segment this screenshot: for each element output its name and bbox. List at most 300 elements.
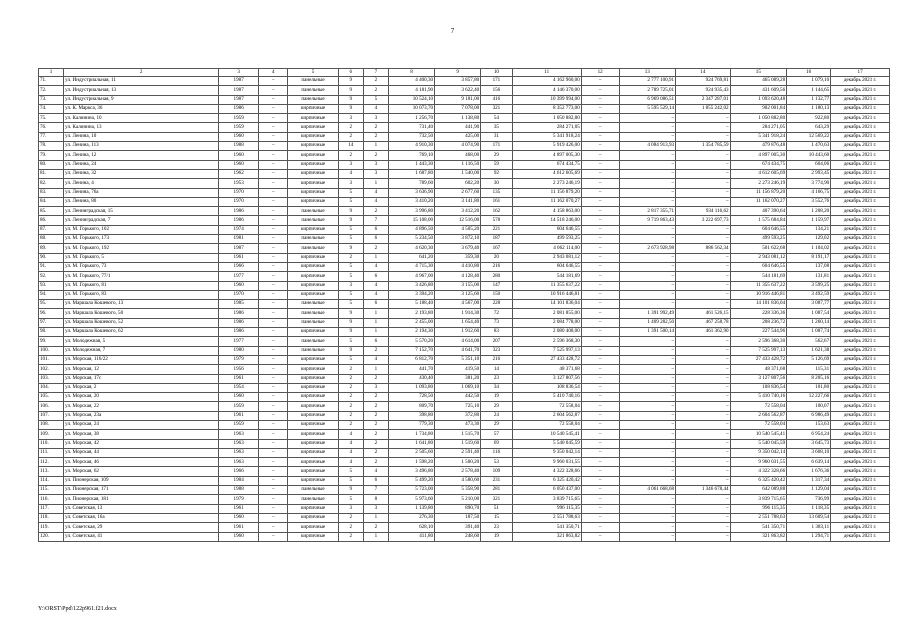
table-row (39, 114, 890, 123)
table-cell: – (676, 448, 730, 457)
table-cell: 1961 (219, 504, 259, 513)
table-cell: 1961 (219, 411, 259, 420)
table-cell: 1959 (219, 402, 259, 411)
table-cell: декабрь 2021 г. (831, 318, 890, 327)
table-cell: – (581, 114, 619, 123)
table-cell: 1 069,10 (435, 383, 481, 392)
table-cell: декабрь 2021 г. (831, 504, 890, 513)
table-cell: 2 084 778,00 (512, 318, 581, 327)
table-cell: 2 (363, 523, 388, 532)
table-cell: – (676, 300, 730, 309)
table-cell: ул. М. Горького, 77/1 (64, 272, 219, 281)
table-cell: 4 967,00 (388, 272, 434, 281)
table-cell: 4 (338, 458, 363, 467)
table-cell: 117. (39, 504, 64, 513)
table-row (39, 328, 890, 337)
table-cell: – (676, 420, 730, 429)
table-cell: 321 (481, 104, 512, 113)
table-cell: панельные (288, 244, 338, 253)
table-cell: 1988 (219, 486, 259, 495)
table-row (39, 309, 890, 318)
table-cell: 3 394,20 (388, 290, 434, 299)
table-cell: 3 (363, 114, 388, 123)
table-cell: 779,30 (388, 420, 434, 429)
table-cell: 109 (481, 467, 512, 476)
table-cell: 642 089,88 (730, 486, 787, 495)
table-cell: кирпичные (288, 160, 338, 169)
table-cell: 3 (338, 160, 363, 169)
table-cell: 1 676,36 (787, 467, 831, 476)
table-cell: ул. Морская, 46 (64, 458, 219, 467)
table-cell: – (619, 393, 676, 402)
table-cell: 2 (363, 86, 388, 95)
table-cell: кирпичные (288, 355, 338, 364)
table-cell: 11 156 879,20 (512, 188, 581, 197)
table-cell: 2 (338, 132, 363, 141)
table-cell: 6 812,70 (388, 355, 434, 364)
table-cell: – (619, 253, 676, 262)
table-cell: кирпичные (288, 114, 338, 123)
table-cell: 1984 (219, 476, 259, 485)
table-cell: – (581, 513, 619, 522)
table-cell: 4 410,80 (435, 262, 481, 271)
table-cell: 789,60 (388, 179, 434, 188)
table-cell: – (619, 151, 676, 160)
table-cell: 674 434,75 (730, 160, 787, 169)
table-cell: декабрь 2021 г. (831, 86, 890, 95)
table-cell: 4 (338, 169, 363, 178)
table-cell: 9 350 042,14 (512, 448, 581, 457)
table-cell: 5 (338, 337, 363, 346)
table-cell: – (581, 262, 619, 271)
table-cell: 1 354 785,59 (676, 142, 730, 151)
table-cell: 321 (481, 495, 512, 504)
table-cell: 3 222 697,73 (676, 216, 730, 225)
table-cell: 1 129,04 (787, 486, 831, 495)
table-cell: – (676, 467, 730, 476)
table-cell: декабрь 2021 г. (831, 476, 890, 485)
table-cell: 99. (39, 337, 64, 346)
table-cell: ул. Ленина, 12 (64, 151, 219, 160)
table-cell: 216 (481, 355, 512, 364)
table-cell: 6 (363, 272, 388, 281)
table-cell: 96. (39, 309, 64, 318)
table-cell: 4 181,90 (388, 86, 434, 95)
table-cell: – (676, 197, 730, 206)
table-cell: 3 (338, 281, 363, 290)
table-cell: 1959 (219, 114, 259, 123)
table-cell: 129,02 (787, 235, 831, 244)
table-cell: 3 426,80 (388, 281, 434, 290)
table-cell: – (581, 77, 619, 86)
table-cell: 1961 (219, 253, 259, 262)
table-cell: 108. (39, 420, 64, 429)
column-header: 9 (435, 69, 481, 77)
table-cell: – (581, 95, 619, 104)
table-cell: 9 181,00 (435, 95, 481, 104)
table-cell: ул. Пионерская, 109 (64, 476, 219, 485)
table-cell: 3 774,90 (787, 179, 831, 188)
table-cell: декабрь 2021 г. (831, 355, 890, 364)
table-cell: 30 (481, 179, 512, 188)
table-cell: 562,67 (787, 337, 831, 346)
table-cell: 1 256,70 (388, 114, 434, 123)
table-cell: 14 518 246,00 (512, 216, 581, 225)
table-cell: 27 433 428,72 (512, 355, 581, 364)
table-cell: 3 679,40 (435, 244, 481, 253)
table-cell: ул. Морская, 38 (64, 430, 219, 439)
table-cell: 4 (338, 430, 363, 439)
table-cell: 3 125,60 (435, 290, 481, 299)
table-cell: декабрь 2021 г. (831, 383, 890, 392)
table-cell: 1985 (219, 300, 259, 309)
table-cell: 1988 (219, 142, 259, 151)
table-cell: 1 132,77 (787, 95, 831, 104)
table-cell: – (676, 383, 730, 392)
table-cell: – (581, 523, 619, 532)
table-cell: 544 181,69 (730, 272, 787, 281)
table-cell: 4 322 328,66 (512, 467, 581, 476)
table-cell: 604 646,55 (512, 225, 581, 234)
table-cell: 101,80 (787, 383, 831, 392)
table-cell: 3 (338, 179, 363, 188)
table-cell: – (619, 476, 676, 485)
table-cell: 77. (39, 132, 64, 141)
table-cell: кирпичные (288, 467, 338, 476)
table-row (39, 486, 890, 495)
table-cell: 2 (338, 123, 363, 132)
table-cell: 6 986,49 (787, 411, 831, 420)
table-cell: 2 (363, 374, 388, 383)
table-cell: 1987 (219, 77, 259, 86)
table-cell: 431 609,56 (730, 86, 787, 95)
table-cell: 29 (481, 402, 512, 411)
table-cell: – (581, 244, 619, 253)
table-cell: 10 916 446,81 (730, 290, 787, 299)
table-cell: 4 (363, 290, 388, 299)
table-cell: 1960 (219, 281, 259, 290)
table-cell: 643,29 (787, 123, 831, 132)
table-cell: кирпичные (288, 188, 338, 197)
table-cell: ул. Ленина, 76а (64, 188, 219, 197)
table-cell: 2 673 928,98 (619, 244, 676, 253)
table-cell: – (676, 402, 730, 411)
table-cell: 2 080 408,00 (512, 328, 581, 337)
table-cell: декабрь 2021 г. (831, 104, 890, 113)
table-cell: – (259, 281, 288, 290)
table-cell: – (581, 86, 619, 95)
table-cell: – (676, 132, 730, 141)
table-cell: декабрь 2021 г. (831, 216, 890, 225)
table-cell: 4 (363, 467, 388, 476)
table-cell: кирпичные (288, 365, 338, 374)
table-cell: 1986 (219, 104, 259, 113)
table-row (39, 402, 890, 411)
table-cell: – (259, 523, 288, 532)
table-cell: – (259, 132, 288, 141)
table-cell: – (676, 169, 730, 178)
table-cell: 72. (39, 86, 64, 95)
table-cell: 6 639,14 (787, 458, 831, 467)
table-cell: кирпичные (288, 374, 338, 383)
table-cell: – (619, 513, 676, 522)
table-cell: 9 (338, 77, 363, 86)
table-row (39, 467, 890, 476)
table-row (39, 216, 890, 225)
table-cell: – (619, 467, 676, 476)
table-cell: – (676, 346, 730, 355)
table-cell: 10 540 545,41 (512, 430, 581, 439)
table-cell: 4 061 668,68 (619, 486, 676, 495)
table-cell: 2 604 562,87 (730, 411, 787, 420)
table-cell: – (259, 504, 288, 513)
table-cell: 2 943 081,12 (730, 253, 787, 262)
table-cell: 2 347 287,01 (676, 95, 730, 104)
table-cell: декабрь 2021 г. (831, 281, 890, 290)
table-cell: 1 912,60 (435, 328, 481, 337)
table-cell: 88. (39, 235, 64, 244)
table-cell: 578 (481, 216, 512, 225)
table-row (39, 151, 890, 160)
table-cell: – (676, 374, 730, 383)
table-cell: 54 (481, 114, 512, 123)
table-cell: – (259, 513, 288, 522)
table-cell: 1960 (219, 532, 259, 541)
table-cell: 2 (338, 532, 363, 541)
table-cell: 2 (363, 402, 388, 411)
table-cell: панельные (288, 77, 338, 86)
table-cell: кирпичные (288, 523, 338, 532)
table-cell: 419,50 (435, 365, 481, 374)
table-cell: 1 (363, 253, 388, 262)
table-cell: ул. М. Горького, 81 (64, 281, 219, 290)
table-cell: 11 355 637,22 (512, 281, 581, 290)
table-cell: 1 409 282,50 (619, 318, 676, 327)
table-cell: 5 358,90 (435, 486, 481, 495)
table-row (39, 272, 890, 281)
table-cell: 1979 (219, 495, 259, 504)
table-cell: 6 (363, 300, 388, 309)
table-cell: 2 (338, 420, 363, 429)
column-header: 11 (512, 69, 581, 77)
table-cell: ул. Советская, 13 (64, 504, 219, 513)
table-cell: 5 (338, 467, 363, 476)
table-cell: – (259, 532, 288, 541)
table-cell: 4 158 863,00 (512, 207, 581, 216)
table-cell: – (581, 272, 619, 281)
table-cell: 2 (363, 439, 388, 448)
table-cell: 115. (39, 486, 64, 495)
table-cell: 4 084 913,93 (619, 142, 676, 151)
table-cell: 3 857,80 (435, 77, 481, 86)
table-cell: 5 723,00 (388, 486, 434, 495)
table-cell: 2 817 355,71 (619, 207, 676, 216)
table-row (39, 532, 890, 541)
table-row (39, 337, 890, 346)
table-cell: 1 260,14 (787, 318, 831, 327)
table-cell: – (619, 411, 676, 420)
table-cell: 7 525 997,13 (512, 346, 581, 355)
table-cell: 2 455,00 (388, 318, 434, 327)
table-cell: – (259, 272, 288, 281)
table-cell: 2 578,40 (435, 467, 481, 476)
table-cell: 1 346 678,44 (676, 486, 730, 495)
table-row (39, 374, 890, 383)
table-cell: ул. М. Горького, 192 (64, 244, 219, 253)
table-cell: 5 499,20 (388, 476, 434, 485)
table-cell: 3 839 715,65 (512, 495, 581, 504)
table-cell: кирпичные (288, 290, 338, 299)
table-cell: – (581, 402, 619, 411)
table-cell: 1961 (219, 374, 259, 383)
table-cell: 9 960 031,55 (512, 458, 581, 467)
table-cell: 221 (481, 225, 512, 234)
table-row (39, 104, 890, 113)
table-cell: – (619, 188, 676, 197)
table-cell: 1 734,80 (388, 430, 434, 439)
table-cell: 2 273 246,19 (730, 179, 787, 188)
table-cell: 1963 (219, 439, 259, 448)
table-cell: 731,40 (388, 123, 434, 132)
table-cell: декабрь 2021 г. (831, 393, 890, 402)
table-cell: – (259, 420, 288, 429)
table-cell: декабрь 2021 г. (831, 225, 890, 234)
table-cell: ул. К. Маркса, 36 (64, 104, 219, 113)
table-cell: 4 (338, 448, 363, 457)
table-cell: 48 371,68 (730, 365, 787, 374)
table-row (39, 253, 890, 262)
table-cell: ул. Советская, 16а (64, 513, 219, 522)
table-cell: 1 116,50 (435, 160, 481, 169)
table-cell: – (581, 504, 619, 513)
table-row (39, 411, 890, 420)
table-cell: 1 575 684,84 (730, 216, 787, 225)
table-cell: 5 (338, 225, 363, 234)
table-cell: 3 127 807,56 (730, 374, 787, 383)
table-cell: 1 (363, 328, 388, 337)
table-cell: – (676, 114, 730, 123)
table-cell: 187,50 (435, 513, 481, 522)
table-cell: 1 443,30 (388, 160, 434, 169)
table-cell: 1 118,35 (787, 504, 831, 513)
table-cell: 1981 (219, 235, 259, 244)
table-cell: – (676, 123, 730, 132)
table-cell: 4 400,30 (388, 77, 434, 86)
table-cell: кирпичные (288, 151, 338, 160)
column-header: 3 (219, 69, 259, 77)
table-cell: 7 (363, 216, 388, 225)
table-cell: 29 (481, 151, 512, 160)
table-cell: 8 352 773,00 (512, 104, 581, 113)
table-cell: панельные (288, 486, 338, 495)
table-cell: 2 677,60 (435, 188, 481, 197)
table-cell: 5 126,69 (787, 355, 831, 364)
table-cell: декабрь 2021 г. (831, 374, 890, 383)
table-cell: 71. (39, 77, 64, 86)
table-cell: 1980 (219, 346, 259, 355)
table-cell: ул. Пионерская, 181 (64, 495, 219, 504)
table-cell: 10 916 446,81 (512, 290, 581, 299)
table-cell: – (581, 188, 619, 197)
column-header: 16 (787, 69, 831, 77)
table-cell: 1977 (219, 337, 259, 346)
table-cell: – (259, 188, 288, 197)
table-cell: 6 325 420,42 (730, 476, 787, 485)
table-cell: 541 350,71 (730, 523, 787, 532)
table-cell: ул. Ленина, 32 (64, 169, 219, 178)
table-cell: 19 (481, 532, 512, 541)
table-cell: 53 (481, 458, 512, 467)
table-cell: 6 954,24 (787, 430, 831, 439)
table-cell: декабрь 2021 г. (831, 262, 890, 271)
table-cell: 113. (39, 467, 64, 476)
table-cell: – (619, 300, 676, 309)
column-header: 5 (288, 69, 338, 77)
table-cell: – (676, 495, 730, 504)
table-cell: 3 496,80 (388, 467, 434, 476)
table-cell: 1 138,80 (435, 114, 481, 123)
table-cell: 1 (363, 532, 388, 541)
table-row (39, 430, 890, 439)
table-cell: декабрь 2021 г. (831, 458, 890, 467)
table-cell: ул. Морская, 20 (64, 393, 219, 402)
table-row (39, 365, 890, 374)
table-cell: – (259, 77, 288, 86)
table-cell: – (676, 476, 730, 485)
table-cell: 4 567,00 (435, 300, 481, 309)
table-cell: 5 341 918,24 (730, 132, 787, 141)
table-cell: 468,00 (435, 151, 481, 160)
table-cell: 1 (363, 513, 388, 522)
table-cell: 24 (481, 411, 512, 420)
table-cell: 628,10 (388, 523, 434, 532)
table-cell: – (259, 160, 288, 169)
table-cell: – (676, 151, 730, 160)
table-cell: – (259, 495, 288, 504)
table-cell: 79. (39, 151, 64, 160)
table-cell: ул. Ленинградская, 15 (64, 207, 219, 216)
table-cell: декабрь 2021 г. (831, 439, 890, 448)
table-cell: 5 (338, 300, 363, 309)
table-cell: 248,60 (435, 532, 481, 541)
table-cell: 2 193,80 (388, 309, 434, 318)
table-cell: 3 872,10 (435, 235, 481, 244)
table-cell: – (259, 151, 288, 160)
table-cell: декабрь 2021 г. (831, 290, 890, 299)
table-cell: – (619, 281, 676, 290)
table-cell: 19 (481, 393, 512, 402)
table-cell: 3 412,20 (435, 207, 481, 216)
table-cell: 3 636,90 (388, 188, 434, 197)
table-cell: 137,08 (787, 262, 831, 271)
table-cell: 207 (481, 337, 512, 346)
column-header: 17 (831, 69, 890, 77)
housing-table (38, 68, 890, 542)
table-cell: декабрь 2021 г. (831, 513, 890, 522)
table-cell: 1986 (219, 328, 259, 337)
table-cell: – (619, 132, 676, 141)
table-row (39, 244, 890, 253)
table-cell: 2 777 100,91 (619, 77, 676, 86)
table-cell: – (676, 393, 730, 402)
table-cell: 15 108,00 (388, 216, 434, 225)
table-cell: – (581, 411, 619, 420)
table-cell: ул. Морская, 44 (64, 448, 219, 457)
table-cell: 187 (481, 235, 512, 244)
table-cell: 6 (363, 235, 388, 244)
table-cell: кирпичные (288, 132, 338, 141)
table-row (39, 169, 890, 178)
